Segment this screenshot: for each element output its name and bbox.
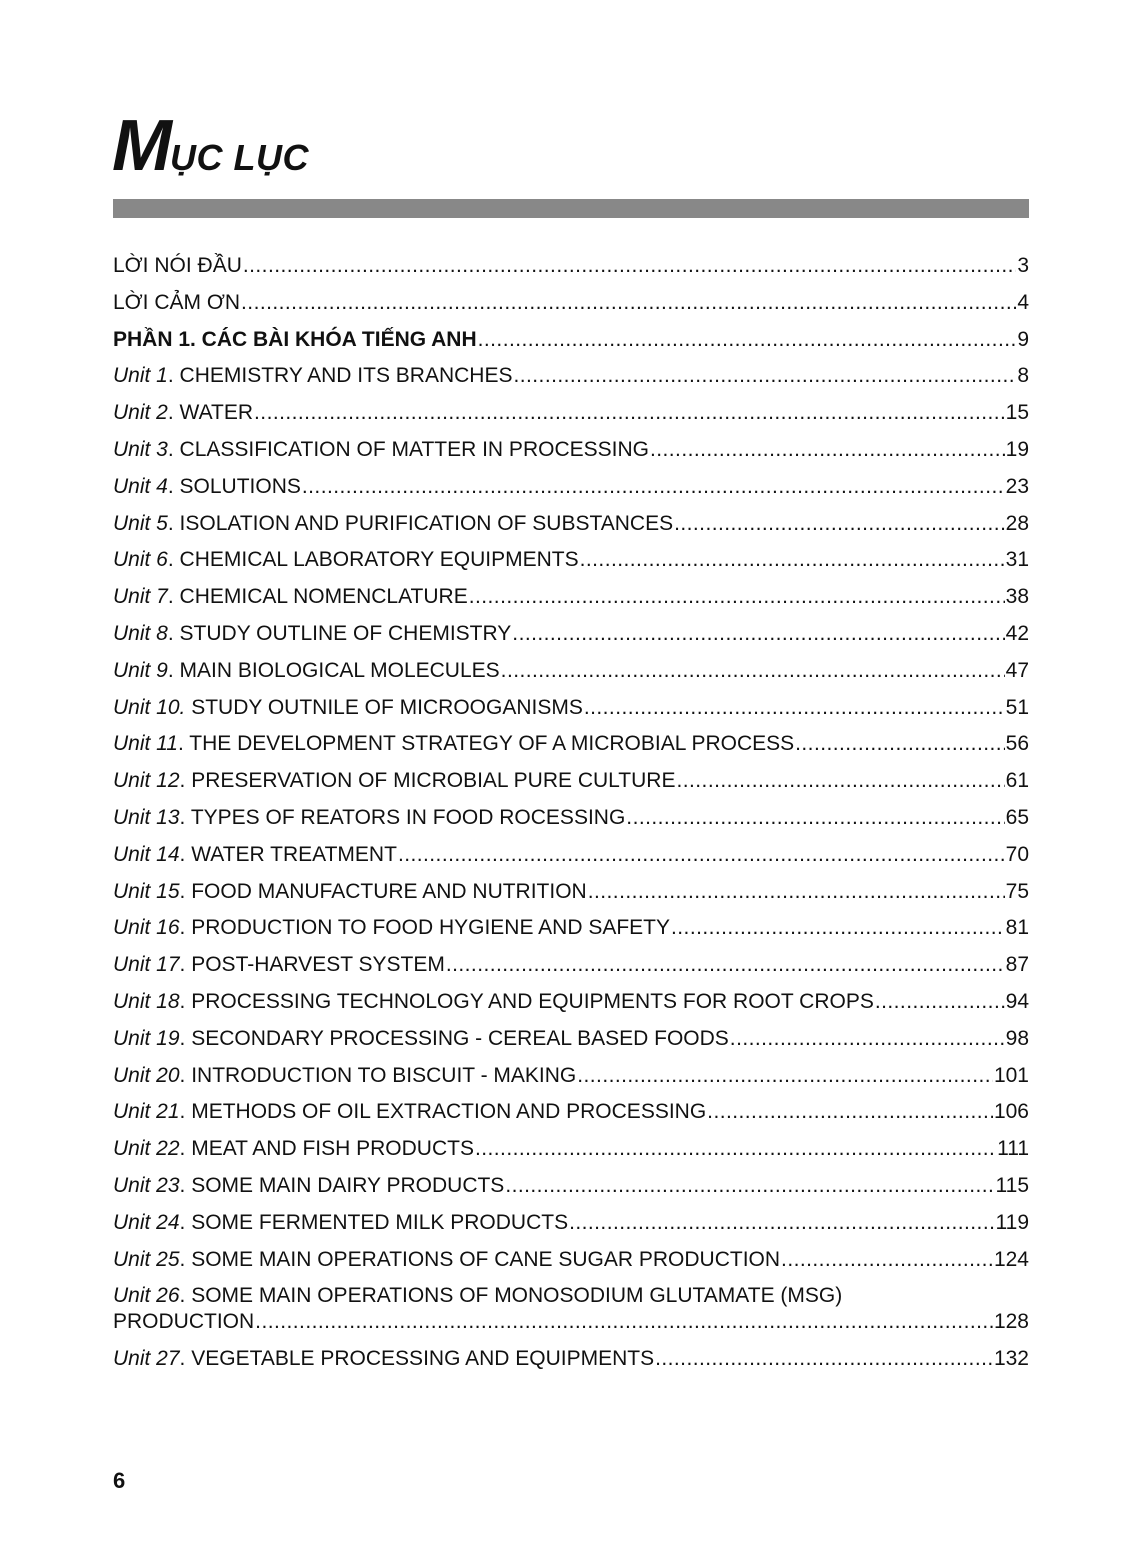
title-rest: ỤC LỤC [169,137,309,178]
toc-page-number: 106 [993,1100,1029,1124]
page-title [112,106,309,186]
toc-entry-text: . CHEMICAL LABORATORY EQUIPMENTS [167,548,579,572]
toc-entry[interactable] [113,1247,1029,1273]
toc-entry[interactable] [113,952,1029,978]
toc-unit-number: Unit 20 [113,1063,180,1087]
dot-leader [469,584,1005,610]
toc-unit-number: Unit 9 [113,658,168,682]
toc-page-number: 124 [993,1247,1029,1271]
dot-leader [513,363,1016,389]
toc-unit-number: Unit 1 [113,364,168,388]
title-rule [113,199,1029,218]
toc-page-number: 28 [1005,511,1029,535]
toc-page-number: 94 [1005,989,1029,1013]
toc-entry[interactable] [113,584,1029,610]
toc-entry[interactable] [113,1099,1029,1125]
dot-leader [580,547,1005,573]
toc-unit-number: Unit 16 [113,916,180,940]
toc-entry-title [113,731,794,757]
toc-page-number: 51 [1005,695,1029,719]
toc-entry-title [113,621,511,647]
toc-page-number: 70 [1005,842,1029,866]
dot-leader [398,842,1005,868]
toc-entry-text: . PRODUCTION TO FOOD HYGIENE AND SAFETY [179,916,671,940]
toc-entry[interactable] [113,1346,1029,1372]
toc-entry-text: . CHEMISTRY AND ITS BRANCHES [167,364,513,388]
toc-entry-title [113,584,468,610]
toc-entry-text: . MEAT AND FISH PRODUCTS [179,1137,474,1161]
toc-unit-number: Unit 8 [113,621,168,645]
toc-unit-number: Unit 15 [113,879,180,903]
toc-entry-title [113,805,625,831]
dot-leader [588,879,1005,905]
dot-leader [671,915,1005,941]
dot-leader [676,768,1004,794]
toc-entry-text: . STUDY OUTLINE OF CHEMISTRY [167,621,512,645]
toc-entry-title [113,1346,654,1372]
toc-unit-number: Unit 12 [113,769,180,793]
toc-entry[interactable] [113,658,1029,684]
toc-entry-text: . SOLUTIONS [167,474,301,498]
dot-leader [302,474,1005,500]
toc-unit-number: Unit 2 [113,401,168,425]
toc-entry-title [113,474,301,500]
toc-entry-text: PRODUCTION [113,1310,255,1334]
toc-entry-text: . CHEMICAL NOMENCLATURE [167,585,468,609]
toc-page-number: 132 [993,1347,1029,1371]
toc-page-number: 31 [1005,548,1029,572]
toc-unit-number: Unit 3 [113,437,168,461]
dot-leader [254,400,1005,426]
toc-entry-title [113,768,675,794]
toc-entry-title [113,1063,576,1089]
toc-entry-text: . SOME MAIN DAIRY PRODUCTS [179,1173,505,1197]
toc-entry-title [113,1309,254,1335]
toc-entry-text: . ISOLATION AND PURIFICATION OF SUBSTANCES [167,511,674,535]
toc-entry-title [113,327,477,353]
toc-entry-text: . SOME MAIN OPERATIONS OF CANE SUGAR PRODUCTION [179,1247,781,1271]
toc-unit-number: Unit 14 [113,842,180,866]
toc-entry-title [113,547,579,573]
toc-page-number: 47 [1005,658,1029,682]
toc-entry-title [113,437,649,463]
toc-entry[interactable] [113,547,1029,573]
toc-entry-title [113,842,397,868]
dot-leader [626,805,1004,831]
toc-entry-title [113,915,670,941]
toc-entry[interactable] [113,695,1029,721]
toc-entry-title [113,363,512,389]
dot-leader [781,1247,993,1273]
toc-entry[interactable] [113,768,1029,794]
toc-entry-text: . SOME FERMENTED MILK PRODUCTS [179,1210,569,1234]
toc-entry[interactable] [113,842,1029,868]
toc-page-number: 119 [995,1210,1029,1234]
toc-unit-number: Unit 23 [113,1173,180,1197]
toc-entry[interactable] [113,253,1029,279]
toc-entry-text: . THE DEVELOPMENT STRATEGY OF A MICROBIAL PROCESS [177,732,795,756]
toc-unit-number: Unit 27 [113,1347,180,1371]
toc-entry-title [113,695,583,721]
toc-entry-text: . CLASSIFICATION OF MATTER IN PROCESSING [167,437,649,461]
toc-entry-text: STUDY OUTNILE OF MICROOGANISMS [185,695,583,719]
toc-entry-text: . PROCESSING TECHNOLOGY AND EQUIPMENTS FOR ROOT CROPS [179,989,874,1013]
toc-entry-text: . INTRODUCTION TO BISCUIT - MAKING [179,1063,577,1087]
toc-unit-number: Unit 19 [113,1026,180,1050]
toc-page-number: 9 [1017,327,1029,351]
toc-entry[interactable] [113,879,1029,905]
toc-entry[interactable] [113,989,1029,1015]
title-initial: M [112,106,170,186]
toc-entry-text: . POST-HARVEST SYSTEM [179,953,445,977]
toc-unit-number: Unit 21 [113,1100,180,1124]
toc-entry-title [113,1247,780,1273]
toc-unit-number: Unit 5 [113,511,168,535]
dot-leader [875,989,1005,1015]
dot-leader [707,1099,993,1125]
toc-entry-title [113,1173,504,1199]
toc-unit-number: Unit 22 [113,1137,180,1161]
toc-unit-number: Unit 10. [113,695,186,719]
toc-entry-text: . TYPES OF REATORS IN FOOD ROCESSING [179,805,626,829]
toc-unit-number: Unit 4 [113,474,168,498]
toc-unit-number: Unit 25 [113,1247,180,1271]
toc-entry[interactable] [113,1026,1029,1052]
toc-unit-number: Unit 6 [113,548,168,572]
toc-entry-title [113,952,445,978]
toc-entry[interactable] [113,1283,1029,1335]
toc-entry[interactable] [113,1063,1029,1089]
page-number: 6 [113,1468,126,1493]
toc-entry-title [113,989,874,1015]
toc-entry-title [113,290,240,316]
toc-entry-text: . PRESERVATION OF MICROBIAL PURE CULTURE [179,769,676,793]
toc-entry-title [113,1284,842,1307]
toc-entry-title [113,1210,568,1236]
toc-entry[interactable] [113,1173,1029,1199]
toc-unit-number: Unit 13 [113,805,180,829]
toc-entry[interactable] [113,621,1029,647]
toc-entry[interactable] [113,1136,1029,1162]
toc-page-number: 101 [993,1063,1029,1087]
toc-page-number: 3 [1017,254,1029,277]
toc-entry-title [113,1026,729,1052]
toc-unit-number: Unit 18 [113,989,180,1013]
toc-entry[interactable] [113,400,1029,426]
dot-leader [674,511,1005,537]
toc-entry-text: . SECONDARY PROCESSING - CEREAL BASED FOODS [179,1026,729,1050]
dot-leader [478,327,1017,353]
toc-entry-text: . METHODS OF OIL EXTRACTION AND PROCESSING [179,1100,707,1124]
toc-entry[interactable] [113,474,1029,500]
dot-leader [795,731,1005,757]
toc-unit-number: Unit 26 [113,1284,180,1308]
toc-entry[interactable] [113,915,1029,941]
dot-leader [512,621,1004,647]
toc-entry[interactable] [113,1210,1029,1236]
toc-entry-title [113,400,253,426]
toc-page-number: 42 [1005,621,1029,645]
toc-page-number: 8 [1017,364,1029,388]
toc-entry[interactable] [113,731,1029,757]
dot-leader [243,253,1016,279]
dot-leader [475,1136,996,1162]
toc-entry-title [113,511,673,537]
dot-leader [501,658,1005,684]
toc-entry[interactable] [113,290,1029,316]
toc-page-number: 56 [1005,732,1029,756]
toc-entry-title [113,253,242,279]
dot-leader [584,695,1005,721]
toc-page-number: 19 [1005,437,1029,461]
toc-entry-title [113,658,500,684]
toc-page-number: 115 [995,1173,1029,1197]
toc-page-number: 38 [1005,585,1029,609]
toc-entry-title [113,879,587,905]
toc-entry[interactable] [113,437,1029,463]
toc-page-number: 65 [1005,805,1029,829]
toc-page-number: 4 [1017,290,1029,314]
toc-page-number: 87 [1005,953,1029,977]
toc-page-number: 15 [1005,401,1029,425]
toc-entry-text: . WATER TREATMENT [179,842,397,866]
toc-entry-text: . WATER [167,401,254,425]
toc-page-number: 23 [1005,474,1029,498]
toc-unit-number: Unit 7 [113,585,168,609]
toc-entry[interactable] [113,511,1029,537]
toc-entry-text: LỜI NÓI ĐẦU [113,254,242,277]
dot-leader [577,1063,993,1089]
dot-leader [650,437,1005,463]
toc-entry-text: . SOME MAIN OPERATIONS OF MONOSODIUM GLUTAMATE (MSG) [179,1284,843,1308]
toc-entry-text: . FOOD MANUFACTURE AND NUTRITION [179,879,587,903]
toc-unit-number: Unit 17 [113,953,180,977]
toc-unit-number: Unit 24 [113,1210,180,1234]
dot-leader [505,1173,994,1199]
table-of-contents [113,253,1029,1383]
dot-leader [255,1309,993,1335]
toc-entry-text: PHẦN 1. CÁC BÀI KHÓA TIẾNG ANH [113,327,477,351]
toc-entry-text: LỜI CẢM ƠN [113,290,241,314]
dot-leader [569,1210,994,1236]
toc-entry-text: . MAIN BIOLOGICAL MOLECULES [167,658,500,682]
toc-page-number: 98 [1005,1026,1029,1050]
dot-leader [446,952,1005,978]
toc-page-number: 111 [997,1137,1029,1161]
toc-entry[interactable] [113,327,1029,353]
toc-unit-number: Unit 11 [113,732,178,756]
toc-page-number: 81 [1005,916,1029,940]
toc-page-number: 128 [993,1310,1029,1334]
toc-entry[interactable] [113,805,1029,831]
toc-page-number: 61 [1005,769,1029,793]
toc-entry-title [113,1136,474,1162]
toc-entry[interactable] [113,363,1029,389]
toc-page-number: 75 [1005,879,1029,903]
toc-entry-text: . VEGETABLE PROCESSING AND EQUIPMENTS [179,1347,655,1371]
dot-leader [655,1346,993,1372]
toc-entry-title [113,1099,706,1125]
dot-leader [241,290,1016,316]
dot-leader [730,1026,1005,1052]
